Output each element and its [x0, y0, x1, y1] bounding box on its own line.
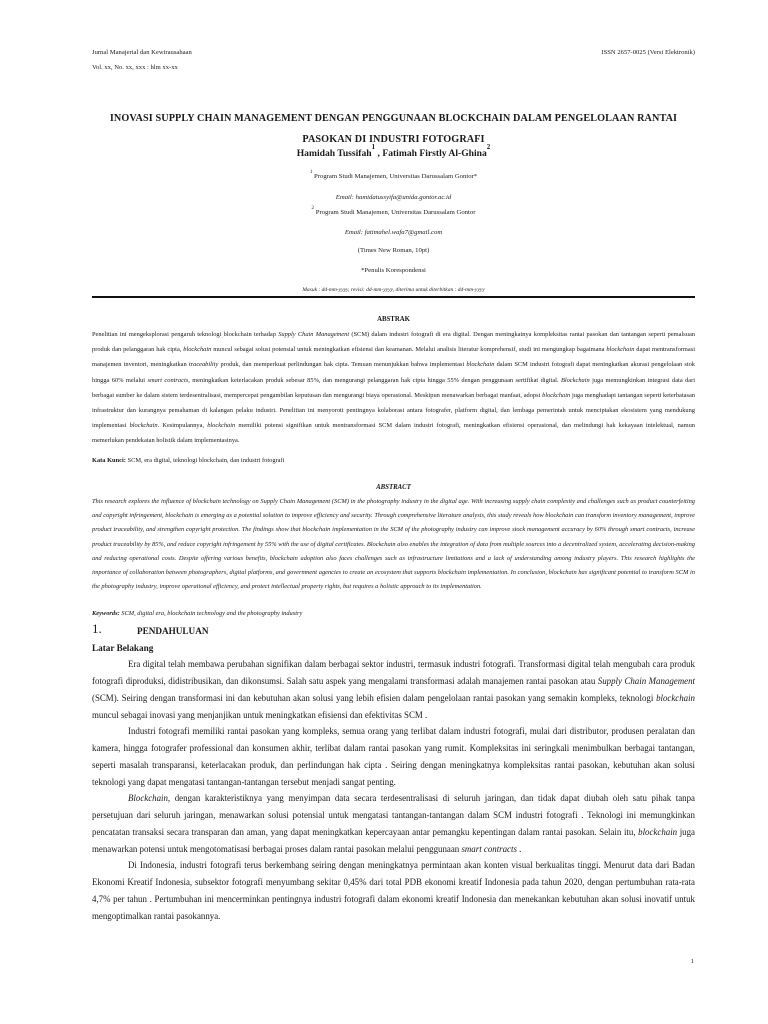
italic-term: blockchain	[656, 692, 695, 703]
text-run: (SCM) dalam industri fotografi di era digital. Dengan meningkatnya kompleksitas rantai pasokan dan tantangan seperti pemalsuan produk dan pelanggaran hak cipta,	[92, 331, 695, 354]
text-run: dalam SCM industri fotografi dapat meningkatkan akurasi pengelolaan stok hingga 60% melalui	[92, 361, 695, 384]
italic-term: blockchain	[207, 422, 236, 430]
submission-dates: Masuk : dd-mm-yyyy, revisi: dd-mm-yyyy, diterima untuk diterbitkan : dd-mm-yyyy	[302, 287, 485, 293]
journal-name: Jurnal Manajerial dan Kewirausahaan	[92, 49, 192, 56]
text-run: (SCM). Seiring dengan transformasi ini dan kebutuhan akan solusi yang lebih efisien dalam pengelolaan rantai pasokan yang semakin kompleks, teknologi	[92, 692, 657, 703]
section-number: 1.	[92, 621, 102, 636]
text-run: Kesimpulannya,	[159, 422, 208, 430]
italic-term: traceability	[188, 361, 219, 369]
italic-term: blockchain	[542, 391, 571, 399]
page-number: 1	[690, 958, 694, 965]
email-1: Email: hamidatussyifa@unida.gontor.ac.id	[335, 194, 452, 201]
italic-term: blockchain	[606, 346, 635, 354]
journal-volume: Vol. xx, No. xx, xxx : hlm xx-xx	[92, 64, 178, 71]
abstrak-keywords-text: SCM, era digital, teknologi blockchain, dan industri fotografi	[125, 457, 285, 464]
italic-term: blockchain.	[129, 422, 160, 430]
text-run: .	[516, 843, 522, 854]
author-1-sup: 1	[371, 143, 376, 151]
author-1: Hamidah Tussifah	[296, 148, 372, 160]
abstrak-heading: ABSTRAK	[377, 316, 410, 323]
text-run: Industri fotografi memiliki rantai pasokan yang kompleks, semua orang yang terlibat dalam industri fotografi, mulai dari distributor, produsen peralatan dan kamera, hingga fotografer professional dan konsumen akhir, terlibat dalam rantai pasokan yang rumit. Kompleksitas ini seringkali menimbulkan berbagai tantangan, seperti masalah transparansi, keterlacakan produk, dan perlindungan hak cipta . Seiring dengan meningkatnya kompleksitas rantai pasokan, kebutuhan akan solusi teknologi yang dapat mengatasi tantangan-tantangan tersebut menjadi sangat penting.	[92, 726, 695, 787]
abstrak-keywords-label: Kata Kunci:	[92, 457, 126, 464]
affiliation-2	[92, 208, 695, 216]
italic-term: blockchain	[183, 346, 212, 354]
text-run: Di Indonesia, industri fotografi terus berkembang seiring dengan meningkatnya permintaan akan konten visual berkualitas tinggi. Menurut data dari Badan Ekonomi Kreatif Indonesia, subsektor fotografi menyumbang sekitar 0,45% dari total PDB ekonomi kreatif Indonesia pada tahun 2020, dengan pertumbuhan rata-rata 4,7% per tahun . Pertumbuhan ini mencerminkan pentingnya industri fotografi dalam ekonomi kreatif Indonesia dan menekankan kebutuhan akan solusi inovatif untuk mengoptimalkan rantai pasokannya.	[92, 860, 695, 921]
italic-term: Blockchain,	[128, 793, 171, 803]
abstract-heading: ABSTRACT	[376, 484, 411, 491]
abstract-keywords	[92, 610, 695, 617]
email-2: Email: fatimahel.wafa7@gmail.com	[344, 229, 443, 236]
abstract-keywords-text: SCM, digital era, blockchain technology and the photography industry	[119, 610, 303, 617]
paragraph-2	[92, 723, 695, 791]
italic-term: Supply Chain Management	[597, 675, 695, 686]
text-run: Penelitian ini mengeksplorasi pengaruh teknologi blockchain terhadap	[92, 331, 279, 338]
section-title: PENDAHULUAN	[137, 626, 209, 636]
affiliation-1	[92, 172, 695, 180]
corresponding-note: *Penulis Korespondensi	[361, 267, 426, 274]
italic-term: blockchain	[466, 361, 495, 369]
italic-term: smart contracts	[147, 376, 189, 384]
italic-term: Blockchain	[560, 376, 590, 384]
text-run: juga memungkinkan integrasi data dari berbagai sumber ke dalam sistem terdesentralisasi, mempercepat pengambilan keputusan dan mengurangi biaya operasional. Meskipun menawarkan berbagai manfaat, adopsi	[92, 376, 696, 399]
text-run: juga menawarkan potensi untuk mengotomatisasi berbagai proses dalam rantai pasokan melalui penggunaan	[92, 826, 695, 854]
text-run: muncul sebagai inovasi yang menjanjikan untuk meningkatkan efisiensi dan efektivitas SCM .	[92, 709, 428, 720]
affiliation-2-sup: 2	[311, 206, 315, 211]
abstrak-keywords	[92, 457, 695, 464]
text-run: Era digital telah membawa perubahan signifikan dalam berbagai sektor industri, termasuk industri fotografi. Transformasi digital telah mengubah cara produk fotografi diproduksi, didistribusikan, dan dikonsumsi. Salah satu aspek yang mengalami transformasi adalah manajemen rantai pasokan atau	[92, 659, 695, 686]
author-separator: ,	[375, 148, 383, 160]
text-run: memiliki potensi signifikan untuk mentransformasi SCM dalam industri fotografi, meningkatkan efisiensi operasional, dan melindungi hak kekayaan intelektual, namun memerlukan pendekatan holistik dalam implementasinya.	[92, 422, 696, 445]
italic-term: Supply Chain Management	[278, 331, 350, 338]
affiliation-1-text: Program Studi Manajemen, Universitas Darussalam Gontor*	[314, 173, 478, 181]
author-2: Fatimah Firstly Al-Ghina	[382, 148, 487, 160]
text-run: , meningkatkan keterlacakan produk sebesar 85%, dan mengurangi pelanggaran hak cipta hingga 55% dengan penggunaan sertifikat digital.	[188, 376, 561, 384]
font-note: (Times New Roman, 10pt)	[357, 247, 430, 254]
paragraph-1	[92, 656, 695, 724]
affiliation-2-text: Program Studi Manajemen, Universitas Darussalam Gontor	[315, 209, 476, 217]
italic-term: smart contracts	[461, 843, 517, 854]
text-run: juga menghadapi tantangan seperti keterbatasan infrastruktur dan kurangnya pemahaman di kalangan pelaku industri. Penelitian ini menyoroti pentingnya kolaborasi antara fotografer, platform digital, dan lembaga pemerintah untuk menciptakan ekosistem yang mendukung implementasi	[92, 391, 695, 430]
abstract-body: This research explores the influence of blockchain technology on Supply Chain Management (SCM) in the photography industry in the digital age. With increasing supply chain complexity and challenges such as product counterfeiting and copyright infringement, blockchain is emerging as a potential solution to improve efficiency and security. Through comprehensive literature analysis, this study reveals how blockchain can transform inventory management, improve product traceability, and strengthen copyright protection. The findings show that blockchain implementation in the SCM of the photography industry can improve stock management accuracy by 60% through smart contracts, increase product traceability by 85%, and reduce copyright infringement by 55% with the use of digital certificates. Blockchain also enables the integration of data from multiple sources into a decentralized system, accelerating decision-making and reducing operational costs. Despite offering various benefits, blockchain adoption also faces challenges such as infrastructure limitations and a lack of understanding among industry players. This research highlights the importance of collaboration between photographers, digital platforms, and government agencies to create an ecosystem that supports blockchain implementation. In conclusion, blockchain has significant potential to transform SCM in the photography industry, improve operational efficiency, and protect intellectual property rights, but requires a holistic approach to its implementation.	[92, 498, 695, 591]
abstrak-body	[92, 327, 695, 449]
paper-title: INOVASI SUPPLY CHAIN MANAGEMENT DENGAN PENGGUNAAN BLOCKCHAIN DALAM PENGELOLAAN RANTAI PASOKAN DI INDUSTRI FOTOGRAFI	[109, 113, 678, 145]
affiliation-1-sup: 1	[309, 170, 313, 175]
subsection-heading: Latar Belakang	[92, 643, 154, 653]
text-run: produk, dan memperkuat perlindungan hak cipta. Temuan menunjukkan bahwa implementasi	[218, 361, 467, 369]
header-rule	[92, 296, 695, 298]
paragraph-4	[92, 857, 695, 925]
author-2-sup: 2	[486, 143, 491, 151]
italic-term: blockchain	[638, 826, 678, 837]
author-line	[92, 143, 695, 160]
abstract-keywords-label: Keywords:	[92, 610, 120, 617]
text-run: dapat mentransformasi manajemen inventori, meningkatkan	[92, 346, 695, 369]
text-run: muncul sebagai solusi potensial untuk meningkatkan efisiensi dan keamanan. Melalui analisis literatur komprehensif, studi ini mengungkap bagaimana	[211, 346, 607, 354]
journal-issn: ISSN 2657-0025 (Versi Elektronik)	[601, 49, 695, 56]
text-run: dengan karakteristiknya yang menyimpan data secara terdesentralisasi di seluruh jaringan, dan tidak dapat diubah oleh satu pihak tanpa persetujuan dari seluruh jaringan, menawarkan solusi potensial untuk mengatasi tantangan-tantangan dalam SCM industri fotografi . Teknologi ini memungkinkan pencatatan transaksi secara transparan dan aman, yang dapat meningkatkan kepercayaan antar pemangku kepentingan dalam rantai pasokan. Selain itu,	[92, 793, 695, 837]
paragraph-3	[92, 790, 695, 858]
